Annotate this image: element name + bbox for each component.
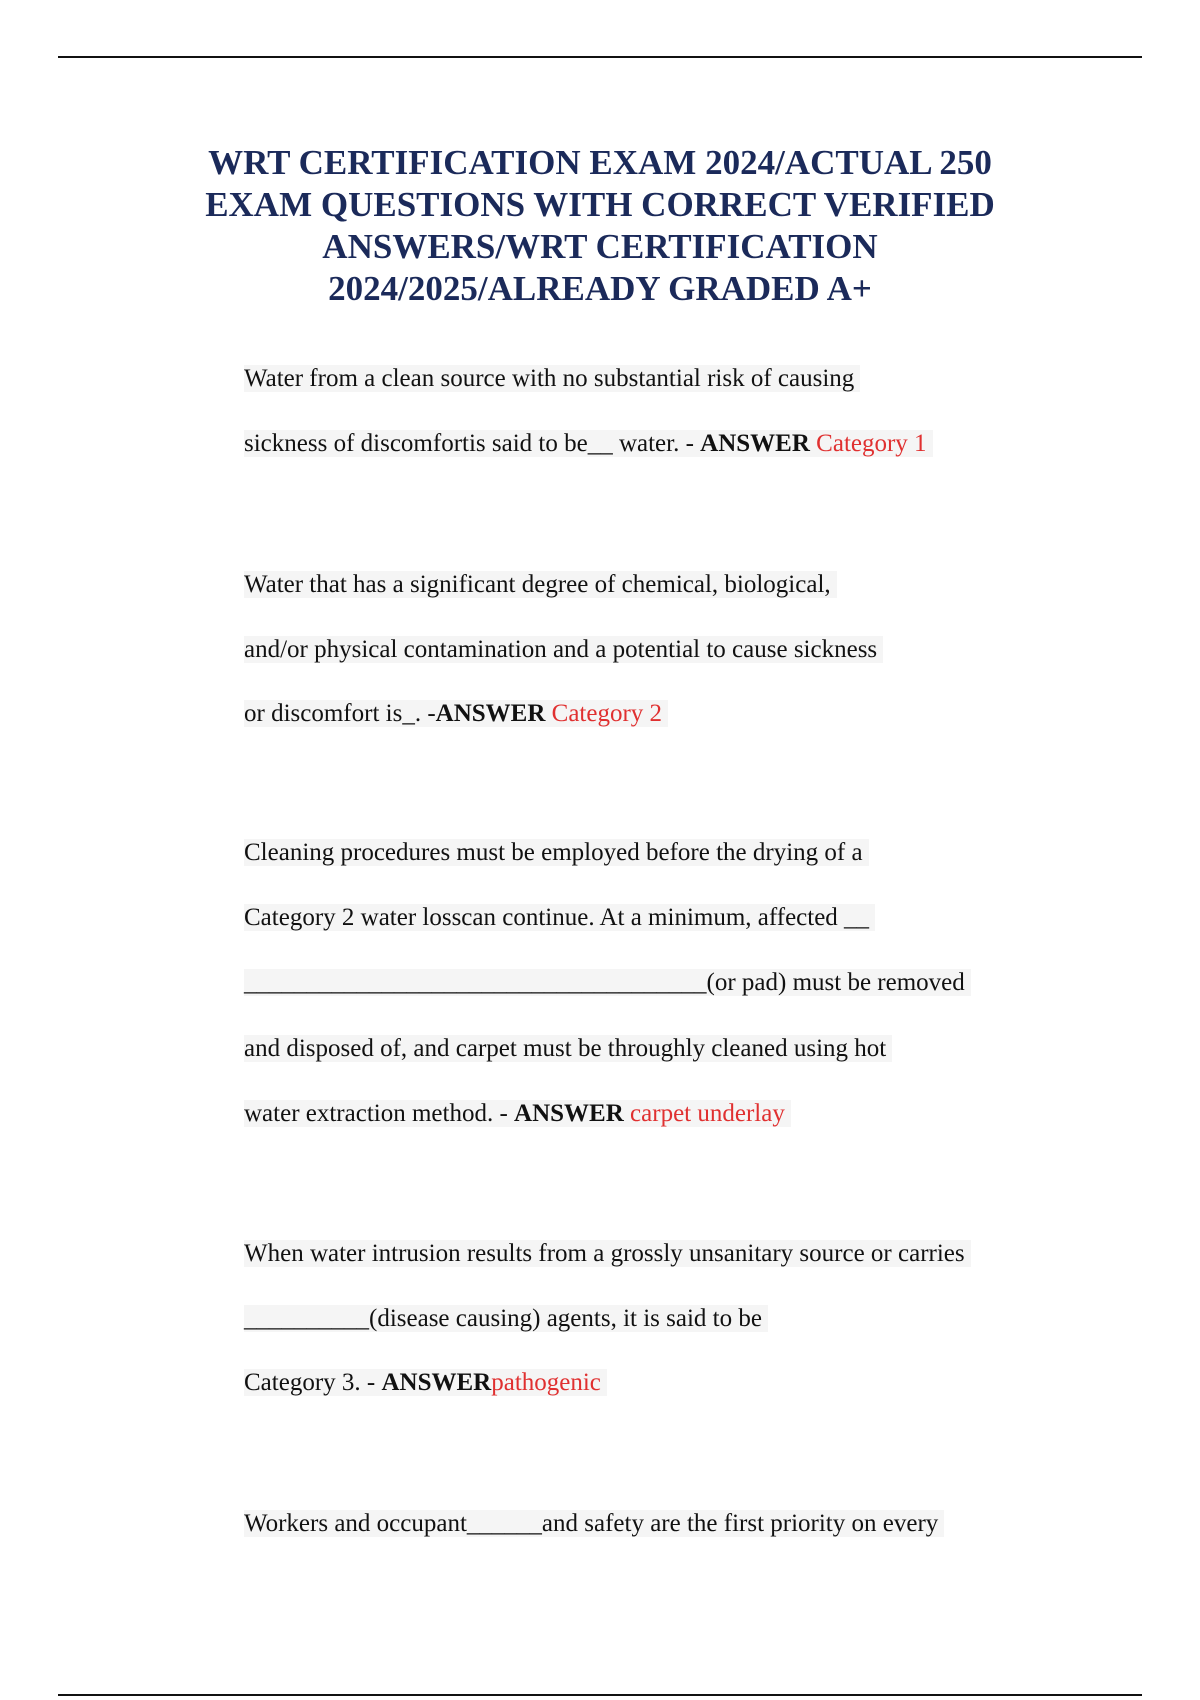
answer-value: Category 2 — [545, 700, 663, 727]
answer-value: Category 1 — [809, 430, 927, 457]
answer-label: ANSWER — [381, 1369, 492, 1396]
question-text: __________(disease causing) agents, it is said to be — [244, 1305, 768, 1332]
question-text: When water intrusion results from a grossly unsanitary source or carries — [244, 1240, 971, 1267]
header-rule — [58, 56, 1142, 58]
question-text: Water that has a significant degree of chemical, biological, — [244, 571, 837, 598]
question-text: Cleaning procedures must be employed before the drying of a — [244, 839, 869, 866]
question-text: and disposed of, and carpet must be throughly cleaned using hot — [244, 1035, 892, 1062]
title-line: EXAM QUESTIONS WITH CORRECT VERIFIED — [205, 185, 995, 224]
question-text: _____________________________________(or pad) must be removed — [244, 969, 971, 996]
question-text: sickness of discomfortis said to be__ water. - — [244, 430, 701, 457]
title-line: WRT CERTIFICATION EXAM 2024/ACTUAL 250 — [208, 143, 992, 182]
answer-value: pathogenic — [491, 1369, 601, 1396]
answer-label: ANSWER — [700, 430, 810, 457]
question-text: Workers and occupant______and safety are the first priority on every — [244, 1510, 944, 1537]
question-text: Category 2 water losscan continue. At a minimum, affected __ — [244, 904, 875, 931]
question-text: or discomfort is_. - — [244, 700, 436, 727]
answer-label: ANSWER — [514, 1100, 624, 1127]
document-title — [170, 142, 1030, 310]
question-text: and/or physical contamination and a potential to cause sickness — [244, 636, 883, 663]
title-line: ANSWERS/WRT CERTIFICATION — [322, 227, 878, 266]
question-text: water extraction method. - — [244, 1100, 515, 1127]
question-text: Category 3. - — [244, 1369, 382, 1396]
answer-value: carpet underlay — [623, 1100, 785, 1127]
title-line: 2024/2025/ALREADY GRADED A+ — [328, 269, 872, 308]
footer-rule — [58, 1694, 1142, 1696]
answer-label: ANSWER — [435, 700, 546, 727]
question-text: Water from a clean source with no substantial risk of causing — [244, 365, 860, 392]
